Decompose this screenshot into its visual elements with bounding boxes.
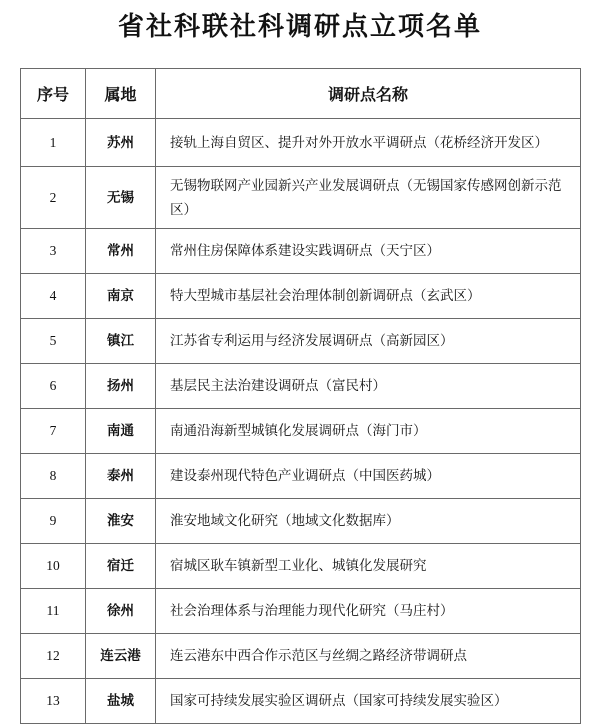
row-region: 徐州 (86, 589, 156, 634)
row-region: 泰州 (86, 454, 156, 499)
row-name: 社会治理体系与治理能力现代化研究（马庄村） (156, 589, 581, 634)
row-region: 无锡 (86, 167, 156, 229)
row-index: 1 (21, 119, 86, 167)
row-name: 宿城区耿车镇新型工业化、城镇化发展研究 (156, 544, 581, 589)
row-index: 3 (21, 229, 86, 274)
row-name: 连云港东中西合作示范区与丝绸之路经济带调研点 (156, 634, 581, 679)
table-row (21, 409, 581, 454)
row-region: 扬州 (86, 364, 156, 409)
row-index: 4 (21, 274, 86, 319)
table-row (21, 274, 581, 319)
row-name: 建设泰州现代特色产业调研点（中国医药城） (156, 454, 581, 499)
row-region: 镇江 (86, 319, 156, 364)
row-region: 淮安 (86, 499, 156, 544)
row-index: 11 (21, 589, 86, 634)
table-row (21, 634, 581, 679)
row-name: 无锡物联网产业园新兴产业发展调研点（无锡国家传感网创新示范区） (156, 167, 581, 229)
table-row (21, 454, 581, 499)
row-index: 10 (21, 544, 86, 589)
row-index: 8 (21, 454, 86, 499)
document-title: 省社科联社科调研点立项名单 (117, 12, 482, 42)
row-name: 国家可持续发展实验区调研点（国家可持续发展实验区） (156, 679, 581, 724)
table-row (21, 167, 581, 229)
row-index: 2 (21, 167, 86, 229)
table-row (21, 119, 581, 167)
row-region: 苏州 (86, 119, 156, 167)
table-row (21, 499, 581, 544)
row-name: 基层民主法治建设调研点（富民村） (156, 364, 581, 409)
row-region: 南京 (86, 274, 156, 319)
row-name: 常州住房保障体系建设实践调研点（天宁区） (156, 229, 581, 274)
table-row (21, 679, 581, 724)
table-header-row (21, 69, 581, 119)
table-row (21, 364, 581, 409)
row-index: 7 (21, 409, 86, 454)
row-region: 盐城 (86, 679, 156, 724)
header-index: 序号 (21, 69, 86, 119)
row-region: 宿迁 (86, 544, 156, 589)
row-name: 南通沿海新型城镇化发展调研点（海门市） (156, 409, 581, 454)
row-region: 连云港 (86, 634, 156, 679)
table-row (21, 589, 581, 634)
row-name: 淮安地域文化研究（地域文化数据库） (156, 499, 581, 544)
row-region: 常州 (86, 229, 156, 274)
row-index: 12 (21, 634, 86, 679)
table-row (21, 229, 581, 274)
row-index: 13 (21, 679, 86, 724)
row-index: 6 (21, 364, 86, 409)
header-name: 调研点名称 (156, 69, 581, 119)
table-row (21, 544, 581, 589)
row-index: 9 (21, 499, 86, 544)
row-index: 5 (21, 319, 86, 364)
table-row (21, 319, 581, 364)
row-name: 特大型城市基层社会治理体制创新调研点（玄武区） (156, 274, 581, 319)
project-list-table (20, 68, 581, 724)
row-name: 江苏省专利运用与经济发展调研点（高新园区） (156, 319, 581, 364)
row-name: 接轨上海自贸区、提升对外开放水平调研点（花桥经济开发区） (156, 119, 581, 167)
header-region: 属地 (86, 69, 156, 119)
row-region: 南通 (86, 409, 156, 454)
